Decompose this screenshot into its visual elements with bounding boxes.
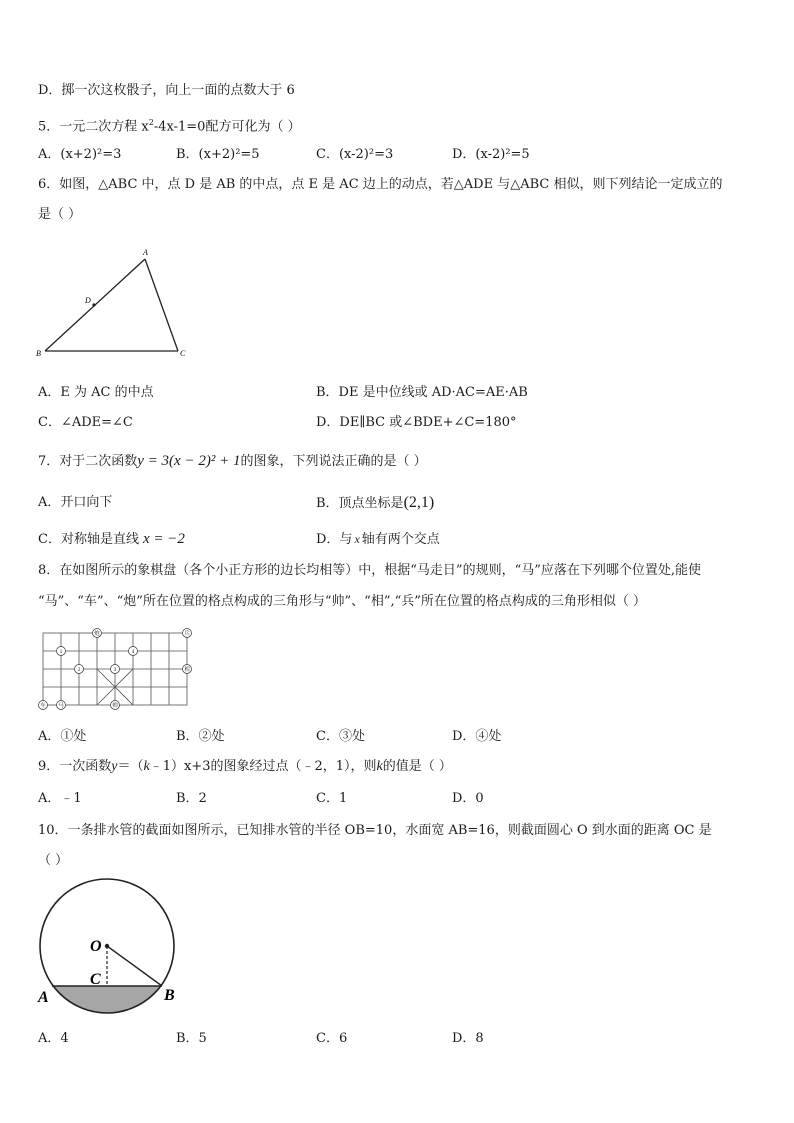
- label-pao: 炮: [94, 631, 100, 637]
- q8-stem-line1: 8．在如图所示的象棋盘（各个小正方形的边长均相等）中，根据“马走日”的规则，“马”应落在下列哪个位置处,能使: [38, 563, 701, 578]
- q10-stem-line2: （ ）: [38, 853, 69, 868]
- q9-stem-part3: ﹣1）x+3的图象经过点（﹣2，1），则: [149, 759, 377, 774]
- q7-option-b: [316, 492, 434, 515]
- q10-option-c: C．6: [316, 1031, 348, 1046]
- q6-stem-line2: 是（ ）: [38, 207, 82, 222]
- q7-stem: [38, 450, 427, 473]
- q10-option-a: A．4: [38, 1031, 69, 1046]
- q8-option-d: D．④处: [452, 729, 502, 744]
- label-3: 3: [113, 667, 117, 673]
- q8-option-c: C．③处: [316, 729, 365, 744]
- q5-option-b: B．(x+2)²=5: [176, 147, 260, 162]
- q5-stem: [38, 114, 301, 136]
- q7-option-b-math: (2,1): [403, 494, 435, 511]
- pipe-cross-section-figure: [30, 876, 190, 1016]
- q7-option-d-text2: 轴有两个交点: [361, 532, 440, 547]
- label-bing: 兵: [184, 631, 190, 637]
- label-che: 车: [40, 703, 46, 709]
- side-ac: [145, 259, 178, 351]
- q10-option-b: B．5: [176, 1031, 207, 1046]
- point-d: [92, 303, 95, 306]
- q7-option-c: [38, 528, 185, 551]
- q7-option-a: A．开口向下: [38, 495, 113, 510]
- q5-option-c: C．(x-2)²=3: [316, 147, 394, 162]
- q9-option-d: D．0: [452, 791, 484, 806]
- q7-stem-part2: 的图象，下列说法正确的是（ ）: [240, 454, 427, 469]
- q9-stem-part1: 9．一次函数: [38, 759, 112, 774]
- q5-stem-part2: -4x-1=0配方可化为（ ）: [153, 119, 301, 135]
- q9-option-a: A．﹣1: [38, 791, 82, 806]
- q8-option-a: A．①处: [38, 729, 87, 744]
- q5-stem-part1: 5．一元二次方程 x: [38, 119, 149, 135]
- label-4: 4: [131, 649, 135, 655]
- label-1: 1: [59, 649, 63, 655]
- q5-stem-sup: 2: [148, 118, 154, 127]
- q9-stem-k: k: [143, 759, 150, 774]
- q6-option-a: A．E 为 AC 的中点: [38, 385, 154, 400]
- triangle-figure: [30, 244, 200, 362]
- chessboard-figure: [34, 624, 194, 714]
- q6-option-c: C．∠ADE=∠C: [38, 415, 133, 430]
- label-ma: 马: [58, 703, 64, 709]
- q9-stem-part2: ＝（: [117, 759, 144, 774]
- label-a: A: [38, 989, 49, 1006]
- q6-option-b: B．DE 是中位线或 AD·AC=AE·AB: [316, 385, 528, 400]
- q9-stem-k2: k: [376, 759, 383, 774]
- q6-option-d: D．DE∥BC 或∠BDE+∠C=180°: [316, 415, 517, 430]
- label-b: B: [164, 987, 175, 1004]
- q7-stem-part1: 7．对于二次函数: [38, 454, 138, 469]
- q5-option-d: D．(x-2)²=5: [452, 147, 530, 162]
- center-o: [105, 944, 109, 948]
- q7-option-d-math: x: [354, 532, 360, 546]
- q9-stem: [38, 758, 452, 776]
- q8-stem-line2: “马”、“车”、“炮”所在位置的格点构成的三角形与“帅”、“相”,“兵”所在位置的格点构成的三角形相似（ ）: [38, 594, 647, 609]
- q7-option-c-math: x = −2: [142, 531, 185, 547]
- label-a: A: [143, 248, 148, 257]
- label-o: O: [90, 938, 102, 955]
- q4-option-d: D．掷一次这枚骰子，向上一面的点数大于 6: [38, 83, 295, 98]
- q7-option-b-text: B．顶点坐标是: [316, 496, 404, 511]
- q7-option-c-text: C．对称轴是直线: [38, 532, 139, 547]
- label-d: D: [85, 296, 91, 305]
- q10-stem-line1: 10．一条排水管的截面如图所示，已知排水管的半径 OB=10，水面宽 AB=16，则截面圆心 O 到水面的距离 OC 是: [38, 823, 712, 838]
- label-c: C: [90, 971, 101, 988]
- q8-option-b: B．②处: [176, 729, 225, 744]
- q9-stem-y: y: [111, 759, 118, 774]
- q7-option-d: [316, 528, 440, 551]
- q7-option-d-text1: D．与: [316, 532, 353, 547]
- q9-option-b: B．2: [176, 791, 207, 806]
- q9-option-c: C．1: [316, 791, 348, 806]
- radius-ob: [107, 946, 162, 986]
- label-shuai: 帅: [112, 703, 118, 709]
- q7-formula: y = 3(x − 2)² + 1: [137, 453, 241, 469]
- q5-option-a: A．(x+2)²=3: [38, 147, 122, 162]
- label-c: C: [180, 349, 186, 358]
- label-2: 2: [77, 667, 81, 673]
- q10-option-d: D．8: [452, 1031, 484, 1046]
- q9-stem-part4: 的值是（ ）: [382, 759, 452, 774]
- label-xiang: 相: [184, 667, 190, 673]
- label-b: B: [36, 349, 41, 358]
- q6-stem-line1: 6．如图，△ABC 中，点 D 是 AB 的中点，点 E 是 AC 边上的动点，若△ADE 与△ABC 相似，则下列结论一定成立的: [38, 177, 723, 192]
